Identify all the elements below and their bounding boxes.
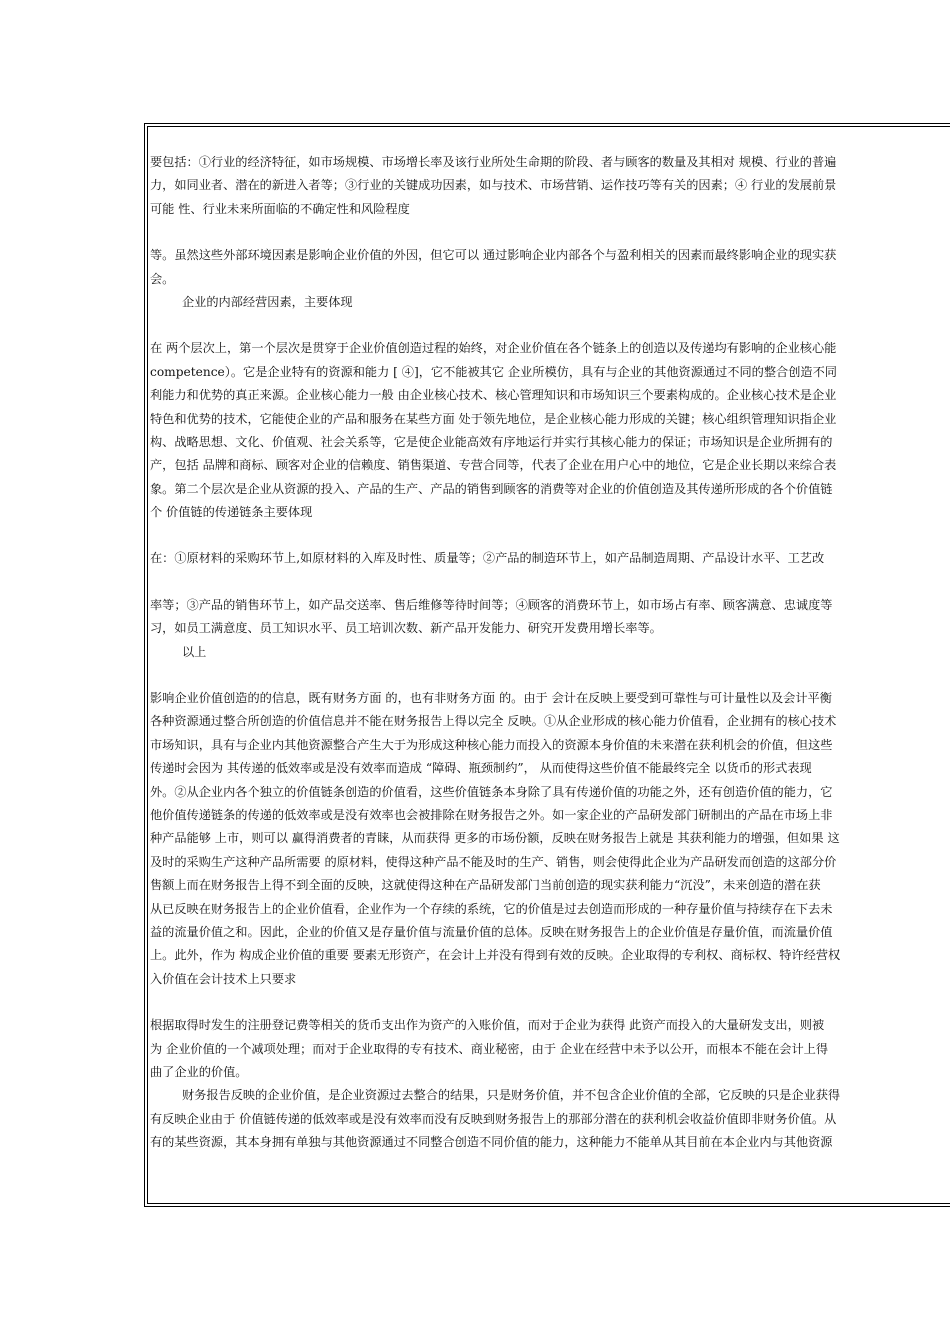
text-line: 习，如员工满意度、员工知识水平、员工培训次数、新产品开发能力、研究开发费用增长率等。	[150, 621, 662, 636]
text-line: 象。第二个层次是企业从资源的投入、产品的生产、产品的销售到顾客的消费等对企业的价值创造及其传递所形成的各个价值链	[150, 481, 833, 496]
text-line: 以上	[182, 644, 207, 659]
document-frame	[144, 123, 950, 1207]
paragraph-gap	[150, 314, 950, 337]
text-line: 益的流量价值之和。因此，企业的价值又是存量价值与流量价值的总体。反映在财务报告上的企业价值是存量价值，而流量价值	[150, 924, 833, 939]
text-line: 可能 性、行业未来所面临的不确定性和风险程度	[150, 201, 410, 216]
text-line: 在：①原材料的采购环节上,如原材料的入库及时性、质量等；②产品的制造环节上，如产品制造周期、产品设计水平、工艺改	[150, 551, 825, 566]
document-inner-border	[147, 126, 950, 1204]
paragraph-gap	[150, 524, 950, 547]
text-line: 利能力和优势的真正来源。企业核心能力一般 由企业核心技术、核心管理知识和市场知识三个要素构成的。企业核心技术是企业	[150, 388, 837, 403]
text-line: 及时的采购生产这种产品所需要 的原材料，使得这种产品不能及时的生产、销售，则会使得此企业为产品研发而创造的这部分价	[150, 854, 837, 869]
text-line: 市场知识，具有与企业内其他资源整合产生大于为形成这种核心能力而投入的资源本身价值的未来潜在获利机会的价值，但这些	[150, 737, 833, 752]
text-line: 有反映企业由于 价值链传递的低效率或是没有效率而没有反映到财务报告上的那部分潜在的获利机会收益价值即非财务价值。从	[150, 1111, 837, 1126]
text-line: 要包括：①行业的经济特征，如市场规模、市场增长率及该行业所处生命期的阶段、者与顾客的数量及其相对 规模、行业的普遍	[150, 155, 837, 169]
text-line: 影响企业价值创造的的信息，既有财务方面 的，也有非财务方面 的。由于 会计在反映上要受到可靠性与可计量性以及会计平衡	[150, 691, 832, 706]
text-line: 有的某些资源，其本身拥有单独与其他资源通过不同整合创造不同价值的能力，这种能力不能单从其目前在本企业内与其他资源	[150, 1135, 833, 1150]
text-line: competence）。它是企业特有的资源和能力 [ ④]，它不能被其它 企业所模仿，具有与企业的其他资源通过不同的整合创造不同	[150, 364, 837, 379]
text-line: 外。②从企业内各个独立的价值链条创造的价值看，这些价值链条本身除了具有传递价值的功能之外，还有创造价值的能力，它	[150, 784, 833, 799]
paragraph-gap	[150, 664, 950, 687]
text-line: 力，如同业者、潜在的新进入者等；③行业的关键成功因素，如与技术、市场营销、运作技巧等有关的因素；④ 行业的发展前景	[150, 178, 837, 193]
text-line: 售额上而在财务报告上得不到全面的反映，这就使得这种在产品研发部门当前创造的现实获利能力“沉没”，未来创造的潜在获	[150, 878, 821, 893]
text-line: 会。	[150, 271, 175, 286]
text-line: 上。此外，作为 构成企业价值的重要 要素无形资产，在会计上并没有得到有效的反映。企业取得的专利权、商标权、特许经营权	[150, 948, 841, 963]
text-line: 各种资源通过整合所创造的价值信息并不能在财务报告上得以完全 反映。①从企业形成的核心能力价值看，企业拥有的核心技术	[150, 714, 837, 729]
text-line: 在 两个层次上，第一个层次是贯穿于企业价值创造过程的始终，对企业价值在各个链条上的创造以及传递均有影响的企业核心能	[150, 341, 837, 356]
document-body	[150, 151, 950, 1154]
paragraph-gap	[150, 221, 950, 244]
text-line: 为 企业价值的一个减项处理；而对于企业取得的专有技术、商业秘密，由于 企业在经营中未予以公开，而根本不能在会计上得	[150, 1041, 829, 1056]
text-line: 他价值传递链条的传递的低效率或是没有效率也会被排除在财务报告之外。如一家企业的产品研发部门研制出的产品在市场上非	[150, 807, 833, 822]
text-line: 入价值在会计技术上只要求	[150, 971, 297, 986]
paragraph-gap	[150, 571, 950, 594]
text-line: 根据取得时发生的注册登记费等相关的货币支出作为资产的入账价值，而对于企业为获得 此资产而投入的大量研发支出，则被	[150, 1018, 825, 1033]
text-line: 种产品能够 上市，则可以 赢得消费者的青睐，从而获得 更多的市场份额，反映在财务报告上就是 其获利能力的增强，但如果 这	[150, 831, 840, 846]
text-line: 构、战略思想、文化、价值观、社会关系等，它是使企业能高效有序地运行并实行其核心能力的保证；市场知识是企业所拥有的	[150, 434, 833, 449]
text-line: 等。虽然这些外部环境因素是影响企业价值的外因，但它可以 通过影响企业内部各个与盈利相关的因素而最终影响企业的现实获	[150, 248, 837, 263]
paragraph-gap	[150, 991, 950, 1014]
text-line: 个 价值链的传递链条主要体现	[150, 505, 313, 520]
text-line: 曲了企业的价值。	[150, 1064, 248, 1079]
text-line: 财务报告反映的企业价值，是企业资源过去整合的结果，只是财务价值，并不包含企业价值的全部，它反映的只是企业获得	[182, 1088, 841, 1103]
text-line: 率等；③产品的销售环节上，如产品交送率、售后维修等待时间等；④顾客的消费环节上，如市场占有率、顾客满意、忠诚度等	[150, 597, 833, 612]
text-line: 产，包括 品牌和商标、顾客对企业的信赖度、销售渠道、专营合同等，代表了企业在用户心中的地位，它是企业长期以来综合表	[150, 458, 837, 473]
text-line: 从已反映在财务报告上的企业价值看，企业作为一个存续的系统，它的价值是过去创造而形成的一种存量价值与持续存在下去未	[150, 901, 833, 916]
text-line: 传递时会因为 其传递的低效率或是没有效率而造成 “障碍、瓶颈制约”， 从而使得这些价值不能最终完全 以货币的形式表现	[150, 761, 812, 776]
text-line: 企业的内部经营因素，主要体现	[182, 294, 353, 309]
text-line: 特色和优势的技术，它能使企业的产品和服务在某些方面 处于领先地位，是企业核心能力形成的关键；核心组织管理知识指企业	[150, 411, 837, 426]
